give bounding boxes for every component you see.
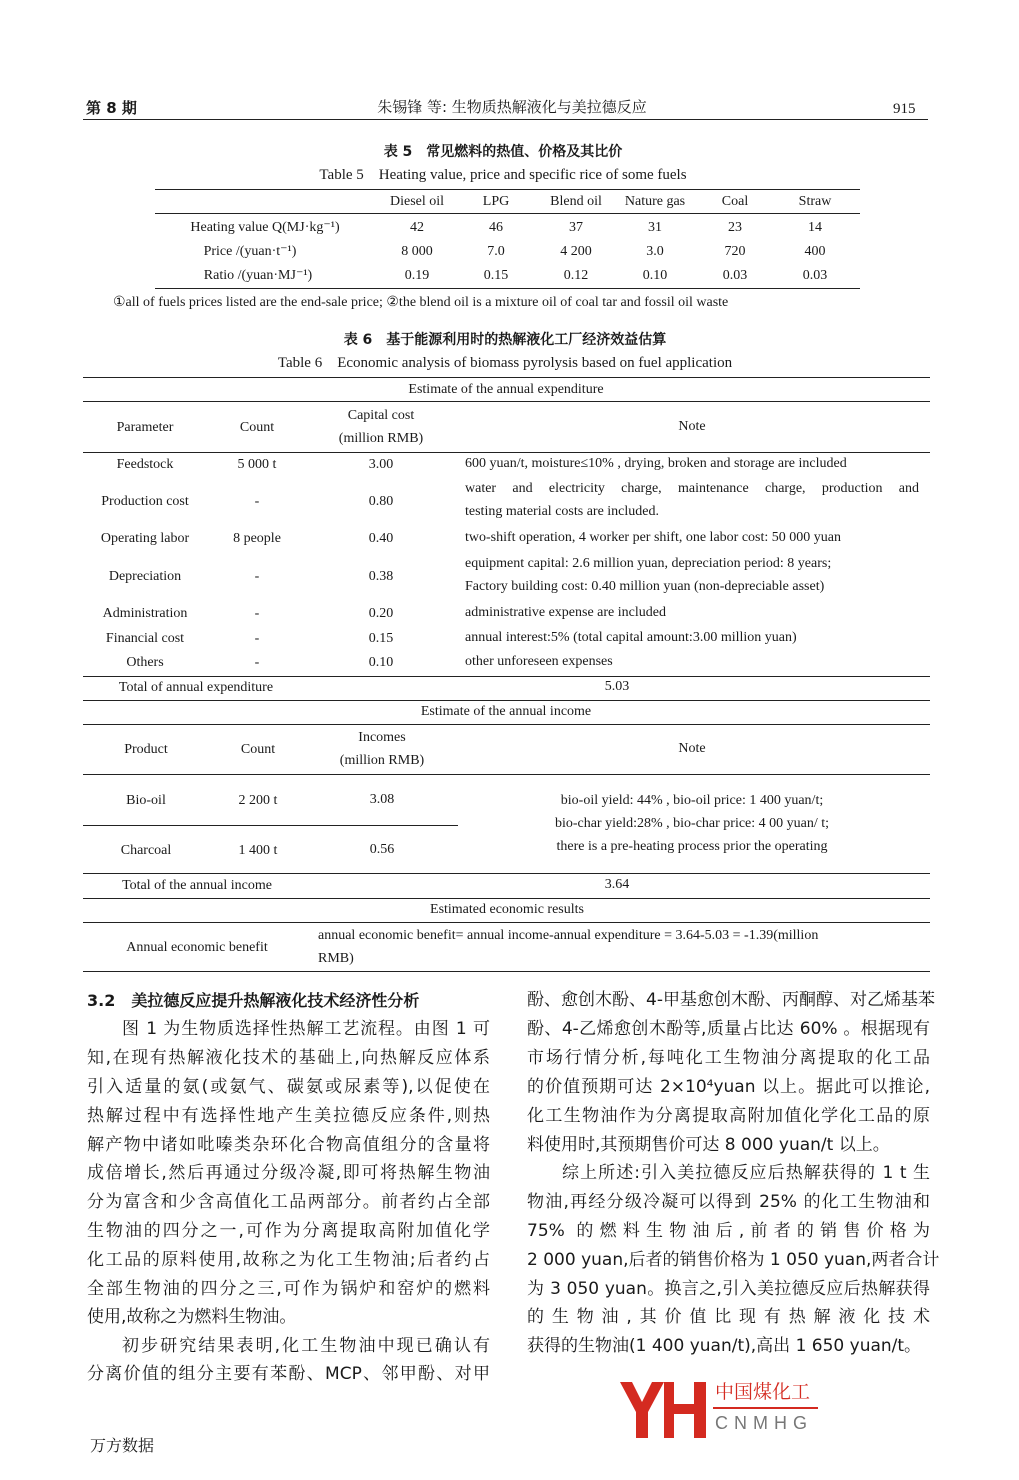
count: 8 people xyxy=(233,531,281,546)
table-5-title-en: Table 5 Heating value, price and specific rice of some fuels xyxy=(319,167,687,183)
capital-cost: 0.40 xyxy=(368,531,394,546)
capital-cost: 0.38 xyxy=(368,569,394,584)
column-header-unit: (million RMB) xyxy=(339,753,425,768)
income-note: bio-oil yield: 44% , bio-oil price: 1 400 yuan/t; xyxy=(560,793,824,808)
count: - xyxy=(254,631,260,646)
text-line: 解产物中诸如吡嗪类杂环化合物高值组分的含量将 xyxy=(87,1135,490,1155)
text-line: 引入适量的氨(或氨气、碳氨或尿素等),以促使在 xyxy=(87,1077,490,1097)
column-header: Nature gas xyxy=(624,194,686,209)
cell: 4 200 xyxy=(560,244,592,259)
count: 2 200 t xyxy=(238,793,278,808)
total-label: Total of annual expenditure xyxy=(118,680,274,695)
column-header: Count xyxy=(240,742,276,757)
cell: 37 xyxy=(569,220,583,235)
table-6-title-en: Table 6 Economic analysis of biomass pyrolysis based on fuel application xyxy=(277,355,733,371)
text-line: 酚、4-乙烯愈创木酚等,质量占比达 60% 。根据现有 xyxy=(527,1019,930,1039)
table-rule xyxy=(83,401,930,402)
page-number: 915 xyxy=(893,101,916,117)
note: other unforeseen expenses xyxy=(465,654,613,669)
column-header: Count xyxy=(239,420,275,435)
section-header: Estimated economic results xyxy=(430,902,584,917)
note: annual interest:5% (total capital amount:3.00 million yuan) xyxy=(465,630,797,645)
column-header: Capital cost xyxy=(347,408,415,423)
cell: 0.19 xyxy=(404,268,430,283)
text-line: 使用,故称之为燃料生物油。 xyxy=(87,1307,297,1327)
watermark-logo-icon xyxy=(618,1378,708,1440)
table-rule xyxy=(83,774,930,775)
watermark-name-en: CNMHG xyxy=(715,1413,813,1433)
table-rule xyxy=(83,676,930,677)
total-label: Total of the annual income xyxy=(122,878,272,893)
text-line: 75% 的燃料生物油后,前者的销售价格为 xyxy=(527,1221,930,1241)
text-line: 酚、愈创木酚、4-甲基愈创木酚、丙酮醇、对乙烯基苯 xyxy=(527,990,935,1010)
count: - xyxy=(254,569,260,584)
text-line: 获得的生物油(1 400 yuan/t),高出 1 650 yuan/t。 xyxy=(527,1336,922,1356)
result-note: RMB) xyxy=(318,951,354,966)
cell: 8 000 xyxy=(401,244,433,259)
product: Bio-oil xyxy=(126,793,166,808)
table-rule xyxy=(83,922,930,923)
cell: 14 xyxy=(808,220,822,235)
text-line: 综上所述:引入美拉德反应后热解获得的 1 t 生 xyxy=(562,1163,930,1183)
column-header: Note xyxy=(678,741,706,756)
capital-cost: 3.00 xyxy=(368,457,394,472)
column-header: Incomes xyxy=(358,730,406,745)
count: - xyxy=(254,606,260,621)
note: two-shift operation, 4 worker per shift, one labor cost: 50 000 yuan xyxy=(465,530,841,545)
row-label: Ratio /(yuan·MJ⁻¹) xyxy=(203,268,313,283)
total-value: 5.03 xyxy=(604,679,630,694)
column-header: Parameter xyxy=(116,420,174,435)
table-6-title-zh: 表 6 基于能源利用时的热解液化工厂经济效益估算 xyxy=(343,332,667,348)
column-header: Coal xyxy=(721,194,749,209)
table-rule xyxy=(83,971,930,972)
capital-cost: 0.20 xyxy=(368,606,394,621)
text-line: 化工品的原料使用,故称之为化工生物油;后者约占 xyxy=(87,1250,490,1270)
text-line: 化工生物油作为分离提取高附加值化学化工品的原 xyxy=(527,1106,930,1126)
cell: 46 xyxy=(489,220,503,235)
cell: 31 xyxy=(648,220,662,235)
note: water and electricity charge, maintenance charge, production and xyxy=(465,481,919,496)
text-line: 全部生物油的四分之三,可作为锅炉和窑炉的燃料 xyxy=(87,1279,490,1299)
table-rule xyxy=(83,873,930,874)
cell: 42 xyxy=(410,220,424,235)
text-line: 料使用时,其预期售价可达 8 000 yuan/t 以上。 xyxy=(527,1135,890,1155)
table-rule xyxy=(83,825,458,826)
text-line: 知,在现有热解液化技术的基础上,向热解反应体系 xyxy=(87,1048,490,1068)
income-note: there is a pre-heating process prior the operating xyxy=(556,839,828,854)
text-line: 初步研究结果表明,化工生物油中现已确认有 xyxy=(122,1336,490,1356)
count: - xyxy=(254,655,260,670)
note: testing material costs are included. xyxy=(465,504,659,519)
header-rule xyxy=(83,119,928,120)
text-line: 图 1 为生物质选择性热解工艺流程。由图 1 可 xyxy=(122,1019,490,1039)
cell: 3.0 xyxy=(646,244,664,259)
capital-cost: 0.10 xyxy=(368,655,394,670)
capital-cost: 0.15 xyxy=(368,631,394,646)
count: 1 400 t xyxy=(238,843,278,858)
table-rule xyxy=(83,724,930,725)
text-line: 物油,再经分级冷凝可以得到 25% 的化工生物油和 xyxy=(527,1192,930,1212)
cell: 0.03 xyxy=(802,268,828,283)
cell: 7.0 xyxy=(487,244,505,259)
text-line: 生物油的四分之一,可作为分离提取高附加值化学 xyxy=(87,1221,490,1241)
parameter: Financial cost xyxy=(105,631,185,646)
cell: 720 xyxy=(724,244,746,259)
column-header: Diesel oil xyxy=(389,194,445,209)
table-5-title-zh: 表 5 常见燃料的热值、价格及其比价 xyxy=(383,144,623,160)
cell: 23 xyxy=(728,220,742,235)
cell: 0.15 xyxy=(483,268,509,283)
note: Factory building cost: 0.40 million yuan (non-depreciable asset) xyxy=(465,579,825,594)
text-line: 热解过程中有选择性地产生美拉德反应条件,则热 xyxy=(87,1106,490,1126)
cell: 0.10 xyxy=(642,268,668,283)
text-line: 为 3 050 yuan。换言之,引入美拉德反应后热解获得 xyxy=(527,1279,930,1299)
section-header: Estimate of the annual income xyxy=(420,704,592,719)
total-value: 3.64 xyxy=(604,877,630,892)
table-rule xyxy=(83,452,930,453)
product: Charcoal xyxy=(120,843,172,858)
text-line: 2 000 yuan,后者的销售价格为 1 050 yuan,两者合计 xyxy=(527,1250,940,1270)
cell: 0.03 xyxy=(722,268,748,283)
issue-number: 第 8 期 xyxy=(86,99,137,117)
column-header-unit: (million RMB) xyxy=(338,431,424,446)
column-header: Blend oil xyxy=(550,194,602,209)
table-footnote: ①all of fuels prices listed are the end-sale price; ②the blend oil is a mixture oil of coal tar and fossil oil waste xyxy=(113,295,729,310)
text-line: 的生物油,其价值比现有热解液化技术 xyxy=(527,1307,930,1327)
section-header: Estimate of the annual expenditure xyxy=(408,382,604,397)
result-note: annual economic benefit= annual income-annual expenditure = 3.64-5.03 = -1.39(million xyxy=(318,928,819,943)
table-rule xyxy=(155,189,860,190)
table-rule xyxy=(155,213,860,214)
note: 600 yuan/t, moisture≤10% , drying, broken and storage are included xyxy=(465,456,847,471)
income: 3.08 xyxy=(369,792,395,807)
count: - xyxy=(254,494,260,509)
income-note: bio-char yield:28% , bio-char price: 4 00 yuan/ t; xyxy=(554,816,830,831)
parameter: Operating labor xyxy=(100,531,190,546)
watermark-divider xyxy=(713,1407,818,1409)
table-rule xyxy=(83,700,930,701)
row-label: Heating value Q(MJ·kg⁻¹) xyxy=(190,220,340,235)
cell: 400 xyxy=(804,244,826,259)
capital-cost: 0.80 xyxy=(368,494,394,509)
text-line: 成倍增长,然后再通过分级冷凝,即可将热解生物油 xyxy=(87,1163,490,1183)
parameter: Production cost xyxy=(101,494,189,509)
note: administrative expense are included xyxy=(465,605,666,620)
text-line: 市场行情分析,每吨化工生物油分离提取的化工品 xyxy=(527,1048,930,1068)
parameter: Depreciation xyxy=(108,569,182,584)
parameter: Others xyxy=(126,655,164,670)
table-rule xyxy=(83,898,930,899)
table-rule xyxy=(83,377,930,378)
result-label: Annual economic benefit xyxy=(126,940,268,955)
column-header: Product xyxy=(124,742,168,757)
section-heading: 3.2 美拉德反应提升热解液化技术经济性分析 xyxy=(87,991,420,1010)
parameter: Administration xyxy=(102,606,188,621)
running-title: 朱锡锋 等: 生物质热解液化与美拉德反应 xyxy=(377,98,647,116)
column-header: LPG xyxy=(482,194,510,209)
note: equipment capital: 2.6 million yuan, depreciation period: 8 years; xyxy=(465,556,832,571)
text-line: 分为富含和少含高值化工品两部分。前者约占全部 xyxy=(87,1192,490,1212)
column-header: Straw xyxy=(798,194,832,209)
text-line: 分离价值的组分主要有苯酚、MCP、邻甲酚、对甲 xyxy=(87,1364,490,1384)
column-header: Note xyxy=(678,419,706,434)
table-rule xyxy=(155,288,860,289)
watermark-name-zh: 中国煤化工 xyxy=(715,1381,811,1403)
row-label: Price /(yuan·t⁻¹) xyxy=(203,244,297,259)
text-line: 的价值预期可达 2×10⁴yuan 以上。据此可以推论, xyxy=(527,1077,930,1097)
count: 5 000 t xyxy=(237,457,277,472)
income: 0.56 xyxy=(369,842,395,857)
parameter: Feedstock xyxy=(116,457,174,472)
cell: 0.12 xyxy=(563,268,589,283)
footer-source: 万方数据 xyxy=(90,1436,155,1455)
